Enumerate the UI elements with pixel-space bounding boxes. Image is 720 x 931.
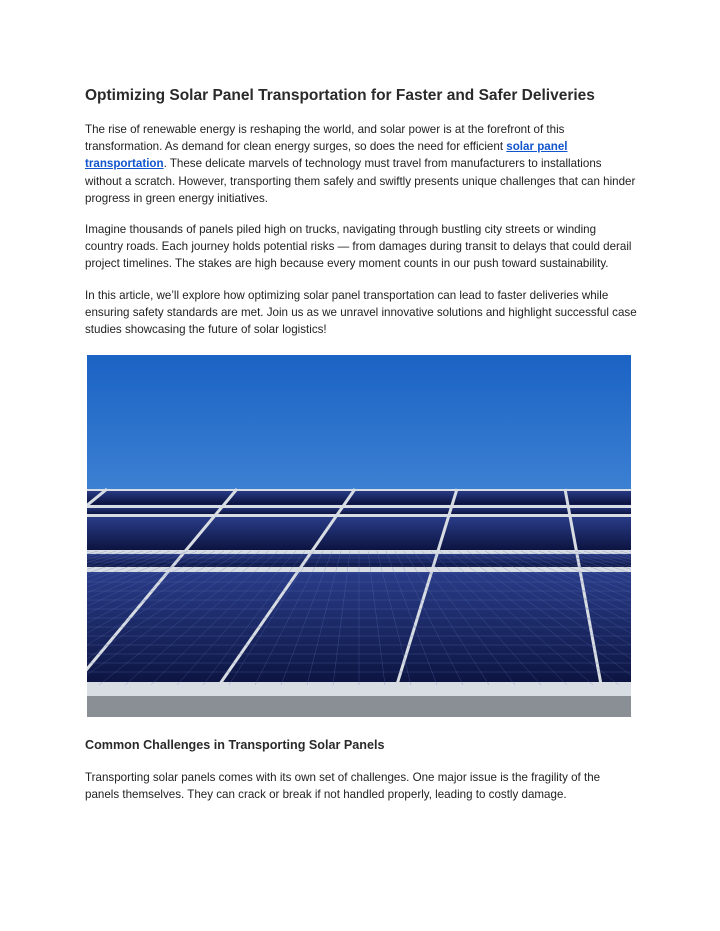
paragraph-article-overview: In this article, we’ll explore how optimizing solar panel transportation can lead to faster deliveries while ensuring safety standards are met. Join us as we unravel innovative solutions and highlight successful case studies showcasing the future of solar logistics! [85,289,637,337]
solar-panel-transportation-link[interactable]: solar panel transportation [85,140,568,171]
panel-frame-rail [87,489,631,491]
intro-paragraph [85,121,637,207]
ground-strip [87,695,631,717]
intro-text-after-link: . These delicate marvels of technology must travel from manufacturers to installations without a scratch. However, transporting them safely and swiftly presents unique challenges that can hinder progress in green energy initiatives. [85,157,636,205]
panel-array [87,489,631,717]
solar-panels-image [87,355,631,717]
intro-text-before-link: The rise of renewable energy is reshaping the world, and solar power is at the forefront of this transformation. As demand for clean energy surges, so does the need for efficient [85,123,565,154]
panel-frame-rail [87,514,631,517]
article-title: Optimizing Solar Panel Transportation for Faster and Safer Deliveries [85,87,595,104]
paragraph-trucks: Imagine thousands of panels piled high on trucks, navigating through bustling city streets or winding country roads. Each journey holds potential risks — from damages during transit to delays that could derail project timelines. The stakes are high because every moment counts in our push toward sustainability. [85,223,632,271]
panel-frame-rail [87,691,631,696]
solar-panels-photo [87,355,631,717]
section-heading: Common Challenges in Transporting Solar Panels [85,738,385,752]
section-paragraph: Transporting solar panels comes with its own set of challenges. One major issue is the fragility of the panels themselves. They can crack or break if not handled properly, leading to costly damage. [85,771,601,802]
panel-row [87,490,631,504]
panel-frame-rail [87,505,631,508]
panel-row [87,516,631,550]
